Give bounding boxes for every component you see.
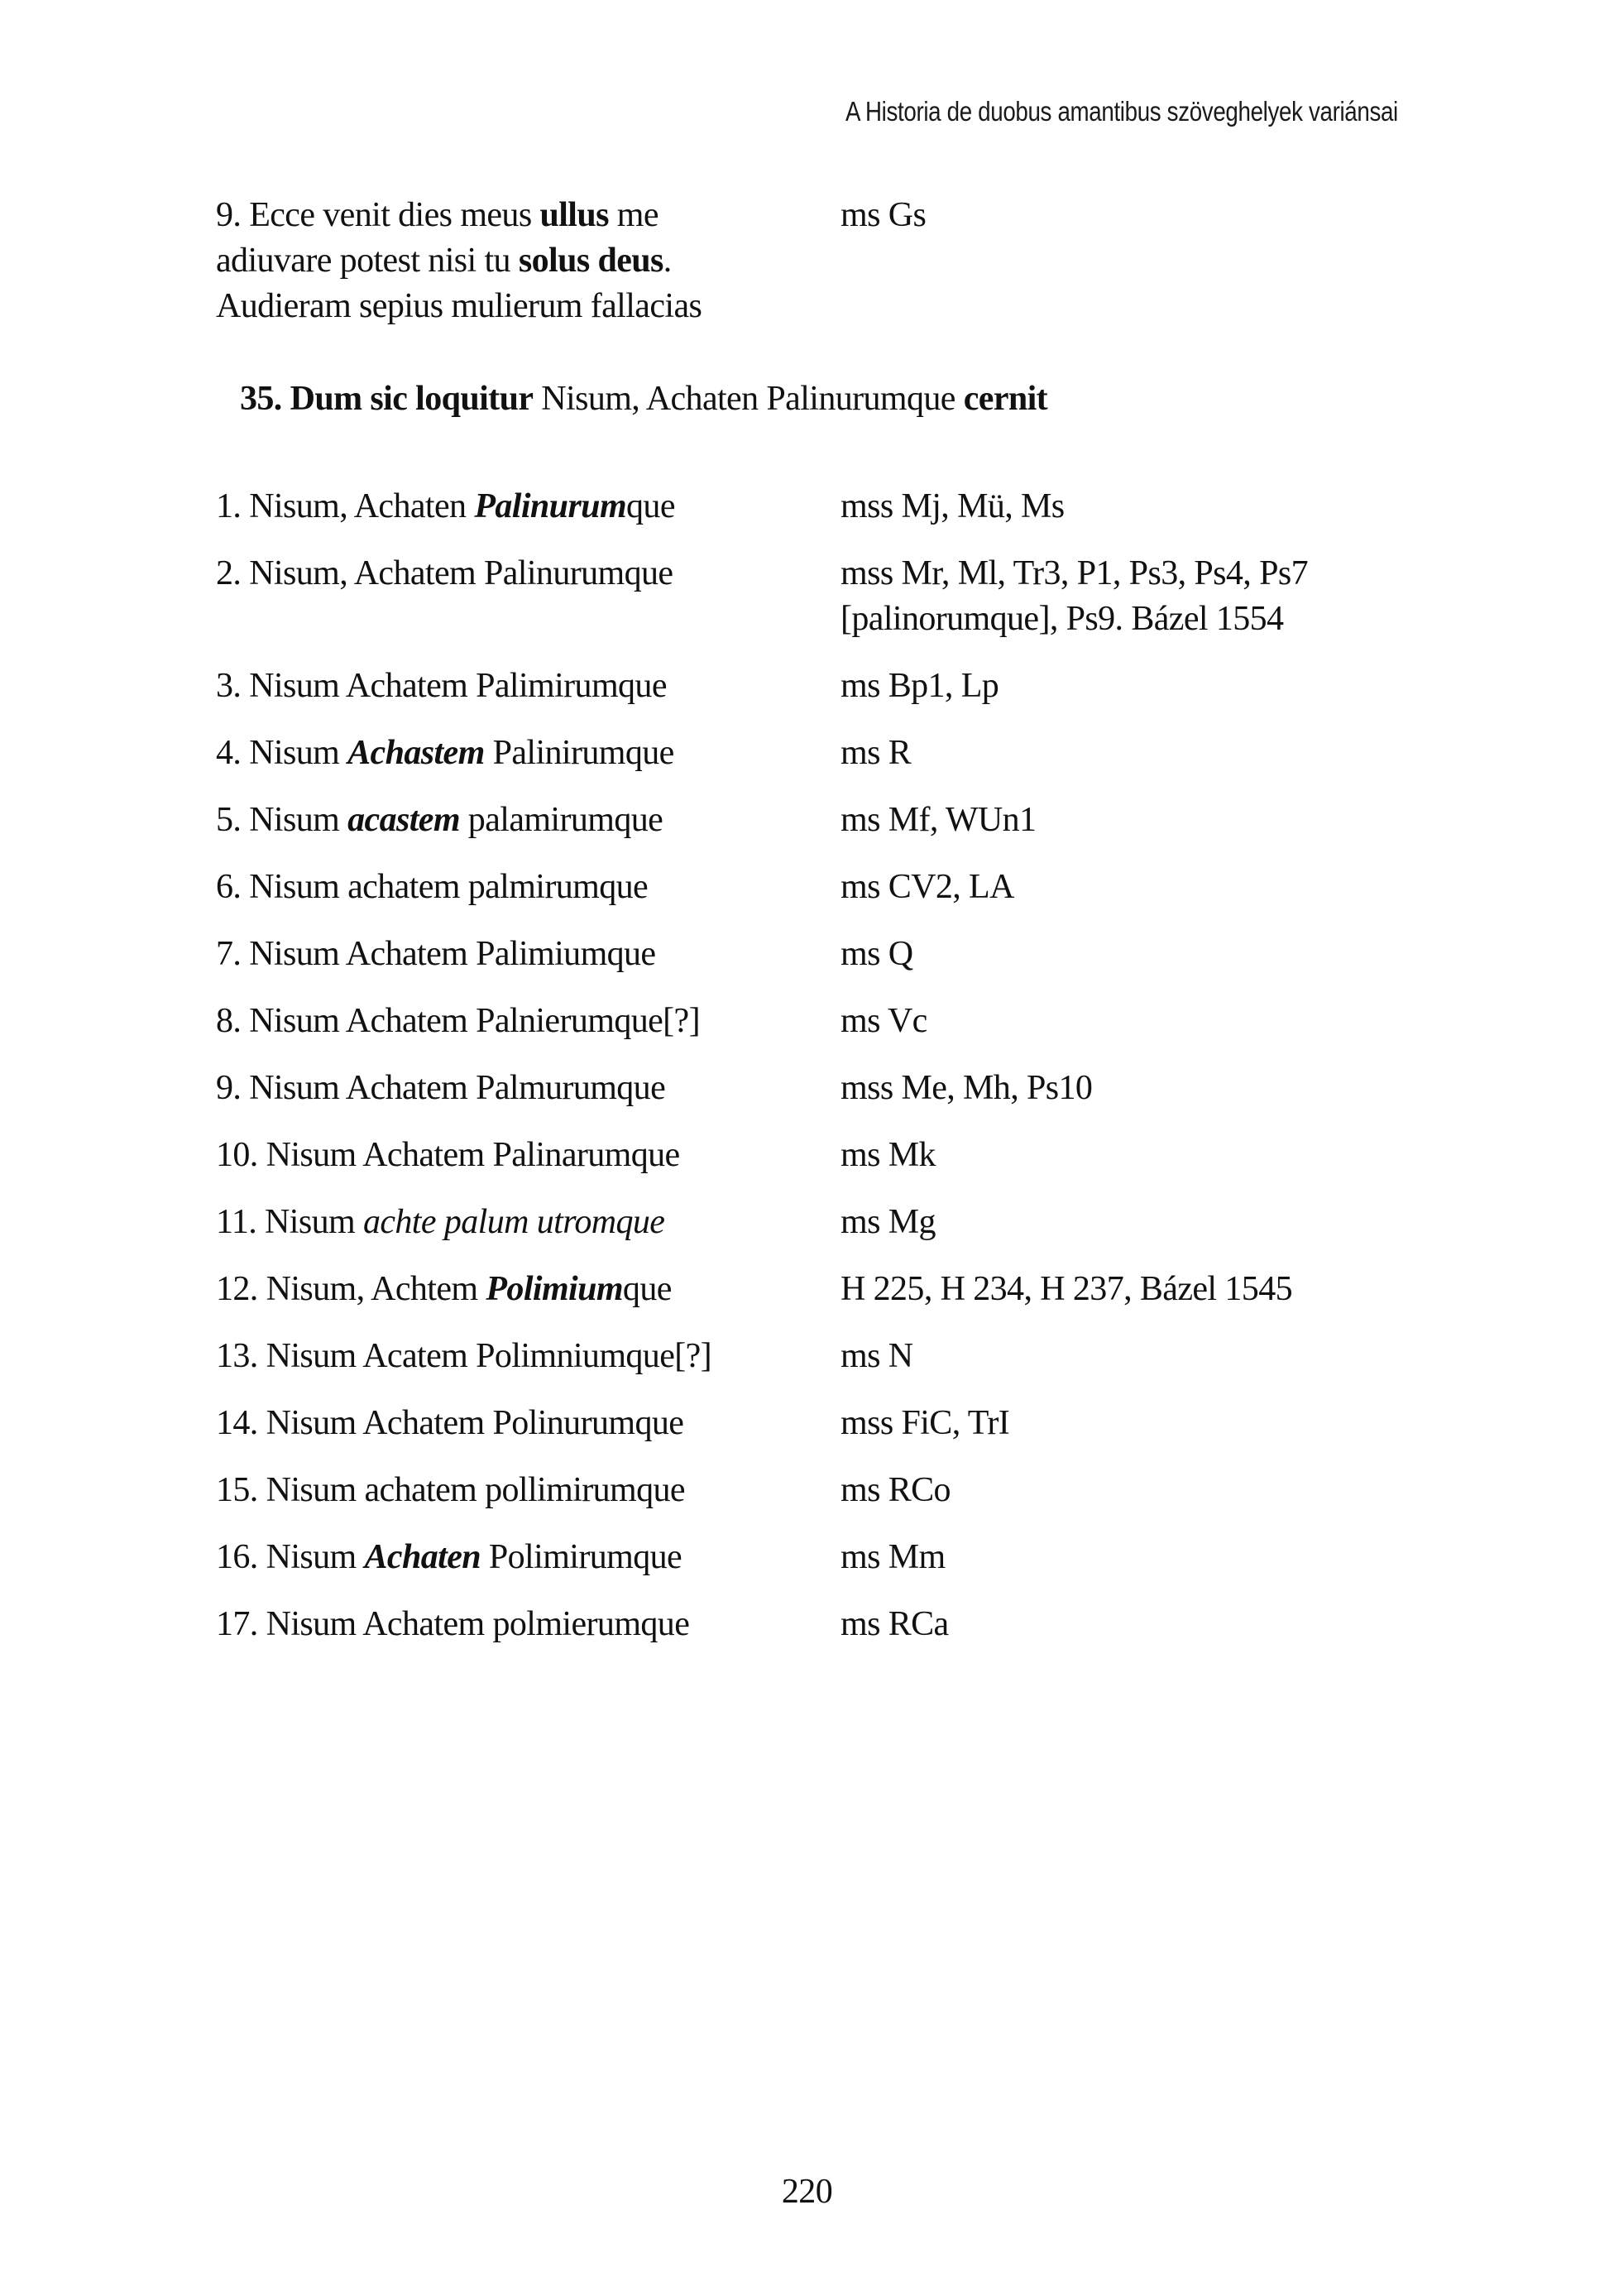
variant-text [216,1401,828,1446]
emphasized-text-run: acastem [347,801,460,839]
text-run: 17. Nisum Achatem polmierumque [216,1605,690,1643]
variant-text [216,1133,828,1178]
sources-line: [palinorumque], Ps9. Bázel 1554 [841,600,1284,638]
variant-text [216,551,828,597]
sources-line: ms Q [841,935,913,973]
variant-sources [841,1267,1436,1312]
text-run: Palinirumque [484,734,674,772]
variant-text [216,1334,828,1379]
section-heading [240,376,1047,422]
text-run: 7. Nisum Achatem Palimiumque [216,935,656,973]
text-run: 12. Nisum, Achtem [216,1270,486,1308]
text-run: palamirumque [459,801,663,839]
sources-line: ms Mm [841,1538,946,1576]
sources-line: ms RCo [841,1471,951,1509]
variant-sources [841,1334,1436,1379]
variant-text [216,664,828,709]
text-run: 15. Nisum achatem pollimirumque [216,1471,685,1509]
text-run: 11. Nisum [216,1203,363,1241]
variant-sources [841,1602,1436,1647]
sources-line: mss Mj, Mü, Ms [841,487,1065,525]
variant-text [216,798,828,843]
variant-sources [841,484,1436,530]
emphasized-text-run: cernit [963,380,1048,418]
text-run: 10. Nisum Achatem Palinarumque [216,1136,680,1174]
variant-sources [841,932,1436,977]
sources-line: ms R [841,734,912,772]
sources-line: ms N [841,1337,913,1375]
text-run: 3. Nisum Achatem Palimirumque [216,667,667,705]
text-run: 16. Nisum [216,1538,365,1576]
variant-sources [841,1401,1436,1446]
sources-line: mss Me, Mh, Ps10 [841,1069,1093,1107]
text-run: Polimirumque [481,1538,682,1576]
sources-line: ms Mk [841,1136,936,1174]
variant-text [216,932,828,977]
text-line [216,193,828,238]
running-head: A Historia de duobus amantibus szöveghelyek variánsai [845,96,1398,127]
sources-line: mss FiC, TrI [841,1404,1010,1442]
text-line [216,284,828,329]
variant-text [216,865,828,910]
sources-line: ms Gs [841,196,927,234]
variant-sources [841,1535,1436,1580]
text-run: 5. Nisum [216,801,348,839]
text-line [216,238,828,284]
text-run: 14. Nisum Achatem Polinurumque [216,1404,684,1442]
emphasized-text-run: 35. Dum sic loquitur [240,380,534,418]
text-run: Audieram sepius mulierum fallacias [216,287,702,325]
variant-sources [841,664,1436,709]
text-run: Nisum, Achaten Palinurumque [533,380,964,418]
text-run: 9. Nisum Achatem Palmurumque [216,1069,666,1107]
variant-text [216,193,828,329]
variant-sources [841,798,1436,843]
text-run: 4. Nisum [216,734,348,772]
variant-sources [841,865,1436,910]
variant-text [216,1535,828,1580]
text-run: 6. Nisum achatem palmirumque [216,868,649,906]
variant-sources [841,1468,1436,1513]
variant-sources [841,1066,1436,1111]
text-run: 13. Nisum Acatem Polimniumque[?] [216,1337,712,1375]
text-run: 2. Nisum, Achatem Palinurumque [216,554,673,592]
text-run: que [626,487,675,525]
text-run: adiuvare potest nisi tu [216,242,519,280]
emphasized-text-run: Palinurum [474,487,627,525]
variant-text [216,1200,828,1245]
variant-sources [841,999,1436,1044]
variant-text [216,731,828,776]
sources-line: ms RCa [841,1605,949,1643]
text-run: que [622,1270,672,1308]
sources-line: ms Bp1, Lp [841,667,999,705]
page-number: 220 [781,2173,833,2211]
emphasized-text-run: Achastem [347,734,485,772]
emphasized-text-run: solus deus [518,242,663,280]
emphasized-text-run: ullus [539,196,609,234]
text-run: 1. Nisum, Achaten [216,487,475,525]
variant-text [216,484,828,530]
variant-sources [841,731,1436,776]
text-run: me [608,196,659,234]
text-run: . [663,242,672,280]
emphasized-text-run: achte palum utromque [362,1203,665,1241]
sources-line: mss Mr, Ml, Tr3, P1, Ps3, Ps4, Ps7 [841,554,1308,592]
emphasized-text-run: Achaten [364,1538,481,1576]
sources-line: ms Mf, WUn1 [841,801,1037,839]
variant-text [216,1267,828,1312]
variant-text [216,1602,828,1647]
variant-text [216,999,828,1044]
variant-sources [841,1200,1436,1245]
emphasized-text-run: Polimium [486,1270,623,1308]
text-run: 9. Ecce venit dies meus [216,196,540,234]
variant-text [216,1468,828,1513]
sources-line: ms Mg [841,1203,936,1241]
sources-line: H 225, H 234, H 237, Bázel 1545 [841,1270,1293,1308]
variant-sources [841,1133,1436,1178]
variant-text [216,1066,828,1111]
text-run: 8. Nisum Achatem Palnierumque[?] [216,1002,700,1040]
variant-sources [841,193,1436,238]
sources-line: ms CV2, LA [841,868,1014,906]
variant-sources [841,551,1436,642]
sources-line: ms Vc [841,1002,927,1040]
